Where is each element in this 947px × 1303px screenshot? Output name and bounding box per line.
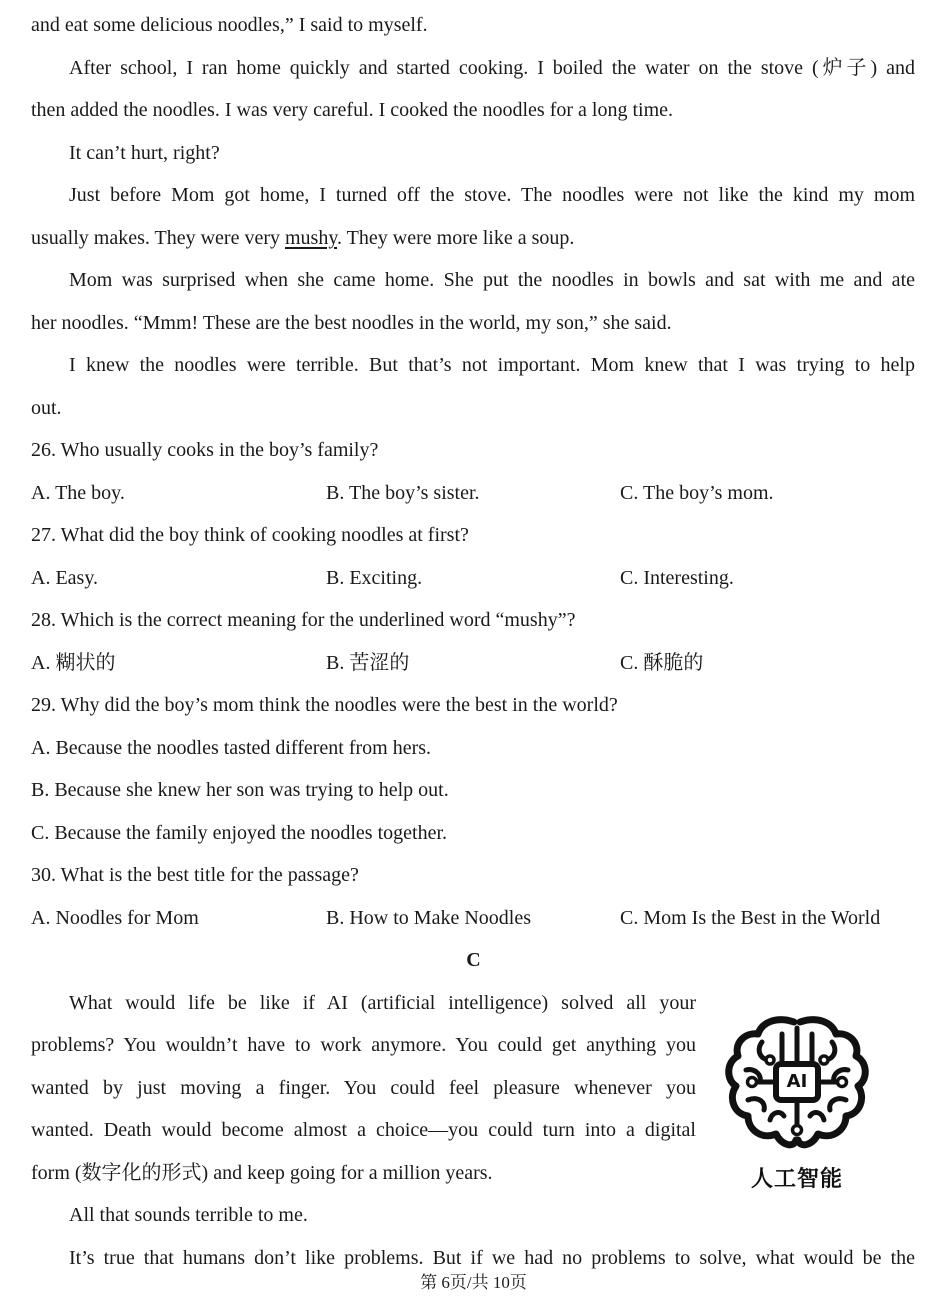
- passage-line: form (数字化的形式) and keep going for a million years.: [31, 1162, 493, 1184]
- passage-text: usually makes. They were very: [31, 227, 285, 249]
- passage-line: Mom was surprised when she came home. She put the noodles in bowls and sat with me and ate: [69, 269, 915, 291]
- option-b: B. How to Make Noodles: [326, 907, 531, 929]
- option-c: C. Interesting.: [620, 567, 734, 589]
- option-a: A. Easy.: [31, 567, 99, 589]
- question-stem: 29. Why did the boy’s mom think the noodles were the best in the world?: [31, 694, 618, 716]
- option-c: C. The boy’s mom.: [620, 482, 774, 504]
- image-caption: 人工智能: [750, 1167, 843, 1192]
- ai-chip-label: AI: [786, 1071, 808, 1092]
- underlined-word: mushy: [285, 227, 338, 249]
- question-stem: 30. What is the best title for the passage?: [31, 864, 359, 886]
- option-a: A. Noodles for Mom: [31, 907, 199, 929]
- option-b: B. Because she knew her son was trying to help out.: [31, 779, 449, 801]
- passage-line: wanted by just moving a finger. You could feel pleasure whenever you: [31, 1077, 696, 1099]
- question-stem: 27. What did the boy think of cooking noodles at first?: [31, 524, 469, 546]
- option-b: B. Exciting.: [326, 567, 423, 589]
- passage-line: I knew the noodles were terrible. But that’s not important. Mom knew that I was trying to help: [69, 354, 915, 376]
- passage-line: then added the noodles. I was very careful. I cooked the noodles for a long time.: [31, 99, 674, 121]
- option-a: A. 糊状的: [31, 652, 116, 674]
- passage-line: out.: [31, 397, 62, 419]
- passage-line: problems? You wouldn’t have to work anymore. You could get anything you: [31, 1034, 696, 1056]
- passage-line: What would life be like if AI (artificial intelligence) solved all your: [69, 992, 696, 1014]
- question-stem: 28. Which is the correct meaning for the underlined word “mushy”?: [31, 609, 576, 631]
- passage-line: and eat some delicious noodles,” I said to myself.: [31, 14, 428, 36]
- section-heading: C: [466, 949, 481, 971]
- passage-line: [31, 226, 574, 250]
- option-b: B. The boy’s sister.: [326, 482, 480, 504]
- option-c: C. 酥脆的: [620, 652, 704, 674]
- ai-brain-image: [722, 1012, 872, 1192]
- option-a: A. The boy.: [31, 482, 125, 504]
- passage-line: It’s true that humans don’t like problems. But if we had no problems to solve, what would be the: [69, 1247, 915, 1269]
- passage-line: wanted. Death would become almost a choice—you could turn into a digital: [31, 1119, 696, 1141]
- question-stem: 26. Who usually cooks in the boy’s family?: [31, 439, 379, 461]
- option-a: A. Because the noodles tasted different from hers.: [31, 737, 432, 759]
- passage-line: It can’t hurt, right?: [69, 142, 220, 164]
- option-c: C. Because the family enjoyed the noodles together.: [31, 822, 447, 844]
- passage-text: . They were more like a soup.: [337, 227, 575, 249]
- passage-line: her noodles. “Mmm! These are the best noodles in the world, my son,” she said.: [31, 312, 672, 334]
- option-b: B. 苦涩的: [326, 652, 410, 674]
- passage-line: All that sounds terrible to me.: [69, 1204, 308, 1226]
- option-c: C. Mom Is the Best in the World: [620, 907, 881, 929]
- page-number: 第 6页/共 10页: [420, 1273, 527, 1292]
- passage-line: Just before Mom got home, I turned off the stove. The noodles were not like the kind my mom: [69, 184, 915, 206]
- passage-line: After school, I ran home quickly and started cooking. I boiled the water on the stove (炉子) and: [69, 57, 915, 79]
